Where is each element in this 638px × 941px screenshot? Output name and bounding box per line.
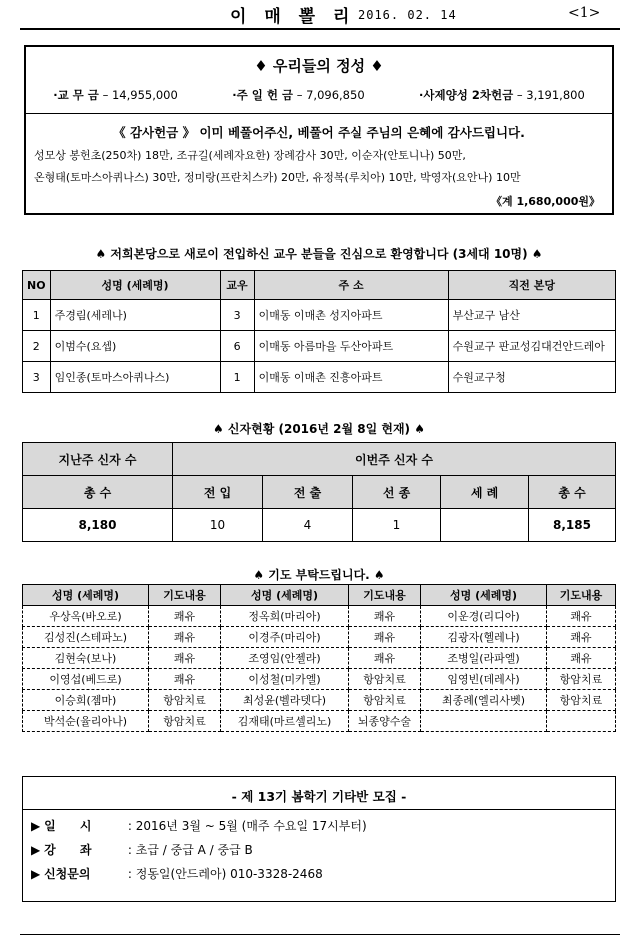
column-header: 성명 (세례명) [50,271,220,300]
table-cell: 쾌유 [149,669,221,690]
table-cell: 조병일(라파엘) [421,648,547,669]
column-header: 성명 (세례명) [421,585,547,606]
donor-list-line: 온형태(토마스아퀴나스) 30만, 정미랑(프란치스카) 20만, 유정복(루치아) 10만, 박영자(요안나) 10만 [34,171,521,184]
table-row [23,690,616,711]
thanks-total: 《계 1,680,000원》 [490,195,600,208]
table-cell: 1 [220,362,254,393]
guitar-info-row [31,817,367,834]
table-cell: 최성윤(벨라뎃다) [221,690,349,711]
table-cell: 조영임(안젤라) [221,648,349,669]
table-cell: 이범수(요셉) [50,331,220,362]
column-header: 기도내용 [547,585,616,606]
table-cell [421,711,547,732]
table-cell: 김재태(마르셀리노) [221,711,349,732]
table-header-row [23,585,616,606]
offering-summary [26,87,612,103]
table-cell: 이성철(미카엘) [221,669,349,690]
column-header: 성명 (세례명) [23,585,149,606]
prayer-section-title: ♠ 기도 부탁드립니다. ♠ [253,568,385,582]
arrow-icon: ▶ [31,843,41,857]
table-cell: 2 [23,331,51,362]
table-cell: 임영빈(데레사) [421,669,547,690]
bulletin-date: 2016. 02. 14 [358,8,457,22]
table-cell: 최종례(엘리사벳) [421,690,547,711]
table-header-row [23,476,616,509]
table-row [23,627,616,648]
table-cell: 정옥희(마리아) [221,606,349,627]
table-row [23,509,616,542]
header-divider [20,28,620,30]
divider [23,809,615,810]
table-cell: 주경림(세레나) [50,300,220,331]
info-label: 일 시 [44,819,102,833]
guitar-info-row [31,841,253,858]
table-row [23,711,616,732]
prayer-table [22,584,616,732]
last-week-header: 지난주 신자 수 [23,443,173,476]
believer-section-title: ♠ 신자현황 (2016년 2월 8일 현재) ♠ [213,422,425,436]
table-cell: 4 [263,509,353,542]
table-cell: 항암치료 [149,711,221,732]
table-cell: 쾌유 [349,606,421,627]
table-cell: 이매동 이매촌 성지아파트 [254,300,448,331]
table-cell [441,509,529,542]
column-header: 총 수 [529,476,616,509]
table-cell: 쾌유 [547,648,616,669]
this-week-total: 8,185 [529,509,616,542]
table-cell: 10 [173,509,263,542]
table-cell: 1 [353,509,441,542]
column-header: 전 입 [173,476,263,509]
arrow-icon: ▶ [31,867,41,881]
column-header: 전 출 [263,476,353,509]
thanks-offering-title: 《 감사헌금 》 이미 베풀어주신, 베풀어 주실 주님의 은혜에 감사드립니다. [113,125,525,140]
table-header-row [23,443,616,476]
table-cell: 항암치료 [547,690,616,711]
table-cell: 이경주(마리아) [221,627,349,648]
guitar-class-title: - 제 13기 봄학기 기타반 모집 - [231,789,407,804]
newcomer-table [22,270,616,393]
table-cell: 뇌종양수술 [349,711,421,732]
table-row [23,331,616,362]
table-cell: 6 [220,331,254,362]
table-cell: 쾌유 [149,606,221,627]
info-label: 신청문의 [44,867,91,881]
table-cell: 김성진(스테파노) [23,627,149,648]
table-cell: 박석순(율리아나) [23,711,149,732]
column-header: 총 수 [23,476,173,509]
column-header: 기도내용 [349,585,421,606]
arrow-icon: ▶ [31,819,41,833]
table-cell: 항암치료 [149,690,221,711]
info-label: 강 좌 [44,843,102,857]
column-header: 주 소 [254,271,448,300]
table-cell: 쾌유 [149,648,221,669]
offering-item: ·사제양성 2차헌금 – 3,191,800 [419,88,585,102]
newcomer-section-title: ♠ 저희본당으로 새로이 전입하신 교우 분들을 진심으로 환영합니다 (3세대 10명) ♠ [95,247,543,261]
info-value: : 정동일(안드레아) 010-3328-2468 [127,867,323,881]
table-cell: 김현숙(보나) [23,648,149,669]
table-cell [547,711,616,732]
table-cell: 수원교구 판교성김대건안드레아 [448,331,615,362]
column-header: 성명 (세례명) [221,585,349,606]
table-cell: 우상옥(바오로) [23,606,149,627]
table-cell: 김광자(헬레나) [421,627,547,648]
table-cell: 이매동 이매촌 진흥아파트 [254,362,448,393]
table-cell: 항암치료 [349,690,421,711]
table-cell: 임인종(토마스아퀴나스) [50,362,220,393]
table-cell: 3 [220,300,254,331]
table-cell: 부산교구 남산 [448,300,615,331]
info-value: : 2016년 3월 ~ 5월 (매주 수요일 17시부터) [127,819,367,833]
table-row [23,606,616,627]
guitar-class-box [22,776,616,902]
table-header-row [23,271,616,300]
table-cell: 쾌유 [149,627,221,648]
page-number: <1> [568,5,601,21]
table-cell: 이영섭(베드로) [23,669,149,690]
donor-list-line: 성모상 봉헌초(250차) 18만, 조규길(세례자요한) 장례감사 30만, 이순자(안토니나) 50만, [34,149,466,162]
column-header: 기도내용 [149,585,221,606]
last-week-total: 8,180 [23,509,173,542]
table-cell: 이운경(리디아) [421,606,547,627]
guitar-info-row [31,865,323,882]
table-cell: 이승희(젬마) [23,690,149,711]
table-row [23,669,616,690]
offering-title: ♦ 우리들의 정성 ♦ [254,57,384,75]
column-header: NO [23,271,51,300]
table-cell: 항암치료 [547,669,616,690]
footer-divider [20,934,620,935]
offering-item: ·주 일 헌 금 – 7,096,850 [232,88,365,102]
offering-box [24,45,614,215]
column-header: 선 종 [353,476,441,509]
column-header: 직전 본당 [448,271,615,300]
table-cell: 항암치료 [349,669,421,690]
table-row [23,648,616,669]
column-header: 교우 [220,271,254,300]
table-cell: 3 [23,362,51,393]
table-cell: 쾌유 [547,627,616,648]
table-cell: 쾌유 [349,648,421,669]
table-cell: 수원교구청 [448,362,615,393]
table-cell: 1 [23,300,51,331]
table-cell: 쾌유 [349,627,421,648]
bulletin-title: 이 매 뽈 리 [230,7,356,27]
believer-stats-table [22,442,616,542]
table-cell: 이매동 아름마을 두산아파트 [254,331,448,362]
this-week-header: 이번주 신자 수 [173,443,616,476]
offering-header [26,47,612,114]
table-cell: 쾌유 [547,606,616,627]
offering-item: ·교 무 금 – 14,955,000 [53,88,178,102]
column-header: 세 례 [441,476,529,509]
info-value: : 초급 / 중급 A / 중급 B [127,843,253,857]
table-row [23,362,616,393]
table-row [23,300,616,331]
